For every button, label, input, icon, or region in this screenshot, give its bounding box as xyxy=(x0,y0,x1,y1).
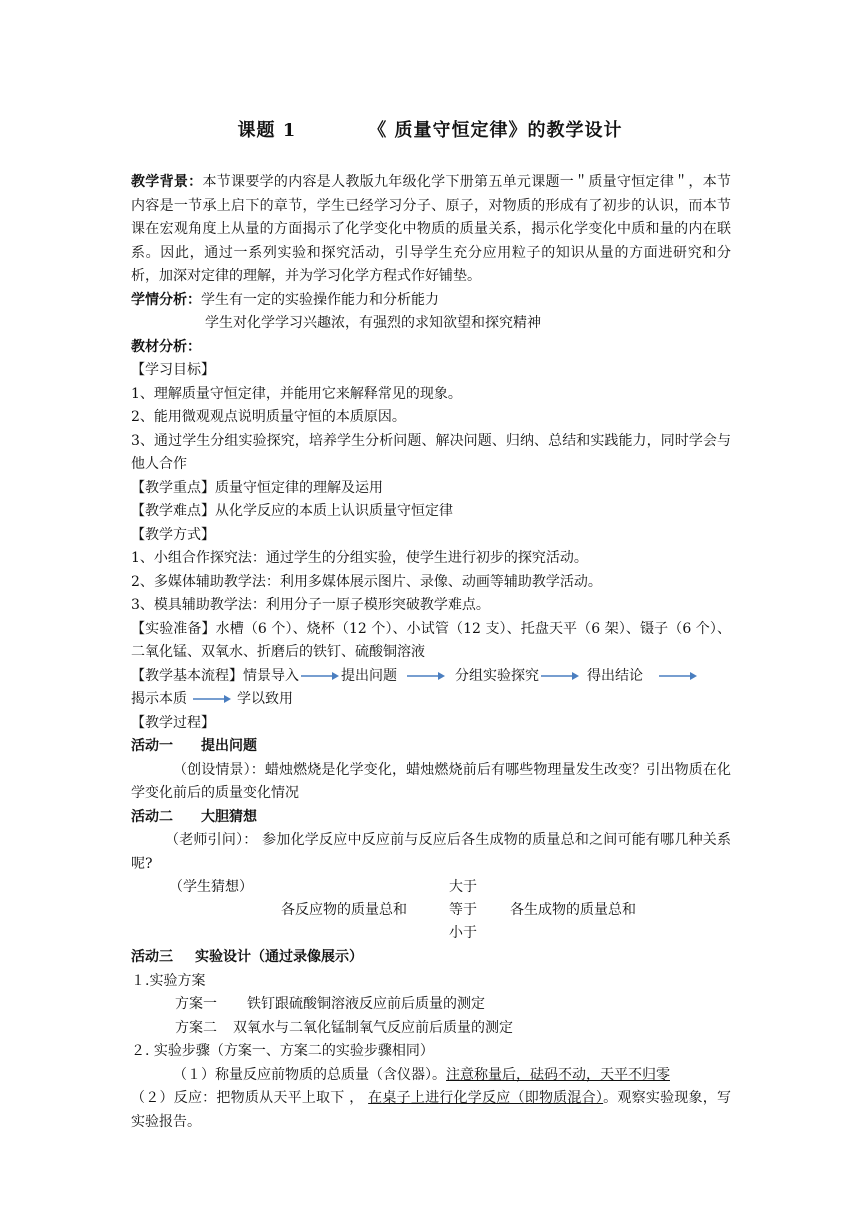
title-right: 《 质量守恒定律》的教学设计 xyxy=(368,120,623,141)
activity-2-heading xyxy=(131,806,731,830)
goal-2: 2、能用微观观点说明质量守恒的本质原因。 xyxy=(131,409,406,425)
activity-3-title: 实验设计（通过录像展示） xyxy=(195,949,363,965)
activity-3-heading xyxy=(131,946,731,970)
goal-3: 3、通过学生分组实验探究，培养学生分析问题、解决问题、归纳、总结和实践能力，同时学会与他人合作 xyxy=(131,432,731,472)
method-3: 3、模具辅助教学法：利用分子一原子模形突破教学难点。 xyxy=(131,597,490,613)
background-paragraph xyxy=(131,171,731,289)
step-2 xyxy=(131,1087,731,1134)
flow-line-2 xyxy=(131,688,731,712)
activity-2-title: 大胆猜想 xyxy=(201,808,257,825)
method-1: 1、小组合作探究法：通过学生的分组实验，使学生进行初步的探究活动。 xyxy=(131,550,588,566)
experiment-prep: 【实验准备】水槽（6 个）、烧杯（12 个）、小试管（12 支）、托盘天平（6 架）、镊子（6 个）、二氧化锰、双氧水、折磨后的铁钉、硫酸铜溶液 xyxy=(131,620,731,660)
plan-2-text: 双氧水与二氧化锰制氧气反应前后质量的测定 xyxy=(233,1019,513,1036)
plan-1-label: 方案一 xyxy=(175,996,217,1012)
guess-right: 各生成物的质量总和 xyxy=(510,902,636,918)
goal-header: 【学习目标】 xyxy=(131,362,215,378)
step-2-text: （２）反应：把物质从天平上取下 ， xyxy=(131,1090,369,1106)
flow-step-5: 揭示本质 xyxy=(131,691,187,707)
title-left: 课题 1 xyxy=(237,120,297,141)
plan-1 xyxy=(131,993,731,1017)
page-title xyxy=(0,116,860,142)
difficult-point: 【教学难点】从化学反应的本质上认识质量守恒定律 xyxy=(131,503,453,519)
step-1 xyxy=(131,1064,731,1088)
activity-1-label: 活动一 xyxy=(131,738,173,754)
goal-1: 1、理解质量守恒定律，并能用它来解释常见的现象。 xyxy=(131,385,462,402)
arrow-icon xyxy=(301,670,339,682)
activity-2-label: 活动二 xyxy=(131,808,173,825)
key-point: 【教学重点】质量守恒定律的理解及运用 xyxy=(131,479,383,496)
guess-greater: 大于 xyxy=(449,879,477,895)
student-analysis-label: 学情分析： xyxy=(131,291,201,308)
step-1-note: 注意称量后，砝码不动，天平不归零 xyxy=(446,1066,670,1083)
guess-less: 小于 xyxy=(449,925,477,941)
guess-block xyxy=(131,876,731,946)
activity-1-title: 提出问题 xyxy=(201,738,257,754)
student-analysis-1: 学生有一定的实验操作能力和分析能力 xyxy=(201,291,439,308)
student-analysis-line-1 xyxy=(131,289,731,313)
background-text: 本节课要学的内容是人教版九年级化学下册第五单元课题一＂质量守恒定律＂，本节内容是一节承上启下的章节，学生已经学习分子、原子，对物质的形成有了初步的认识，而本节课在宏观角度上从量的方面揭示了化学变化中物质的质量关系，揭示化学变化中质和量的内在联系。因此，通过一系列实验和探究活动，引导学生充分应用粒子的知识从量的方面进研究和分析，加深对定律的理解，并为学习化学方程式作好铺垫。 xyxy=(131,174,732,284)
document-body xyxy=(131,171,731,1134)
plan-2 xyxy=(131,1017,731,1041)
step-1-text: （１）称量反应前物质的总质量（含仪器）。 xyxy=(173,1066,446,1083)
step-2-tail: 。观察实验现象，写实验报告。 xyxy=(131,1090,732,1130)
plan-1-text: 铁钉跟硫酸铜溶液反应前后质量的测定 xyxy=(247,996,485,1012)
plan-2-label: 方案二 xyxy=(175,1019,217,1036)
method-header: 【教学方式】 xyxy=(131,526,215,543)
flow-step-3: 分组实验探究 xyxy=(455,667,539,684)
guess-label: （学生猜想） xyxy=(169,879,253,895)
flow-line-1 xyxy=(131,665,731,689)
guess-equal: 等于 xyxy=(449,902,477,918)
flow-step-6: 学以致用 xyxy=(237,691,293,707)
process-header: 【教学过程】 xyxy=(131,714,215,731)
flow-header: 【教学基本流程】 xyxy=(131,667,243,684)
arrow-icon xyxy=(407,670,445,682)
student-analysis-line-2 xyxy=(131,312,731,336)
activity-1-text: （创设情景）：蜡烛燃烧是化学变化，蜡烛燃烧前后有哪些物理量发生改变？引出物质在化学变化前后的质量变化情况 xyxy=(131,761,731,801)
arrow-icon xyxy=(659,670,697,682)
material-analysis-label: 教材分析： xyxy=(131,338,201,355)
arrow-icon xyxy=(541,670,579,682)
flow-step-1: 情景导入 xyxy=(243,667,299,684)
background-label: 教学背景： xyxy=(131,174,203,190)
step-2-note: 在桌子上进行化学反应（即物质混合） xyxy=(368,1090,604,1106)
activity-2-text: （老师引问）： 参加化学反应中反应前与反应后各生成物的质量总和之间可能有哪几种关系呢? xyxy=(131,832,731,872)
method-2: 2、多媒体辅助教学法：利用多媒体展示图片、录像、动画等辅助教学活动。 xyxy=(131,573,602,590)
steps-header: ２. 实验步骤（方案一、方案二的实验步骤相同） xyxy=(131,1043,434,1059)
activity-3-label: 活动三 xyxy=(131,949,173,965)
plan-header: １.实验方案 xyxy=(131,972,206,989)
flow-step-2: 提出问题 xyxy=(341,667,397,684)
guess-left: 各反应物的质量总和 xyxy=(281,902,407,918)
arrow-icon xyxy=(193,693,231,705)
flow-step-4: 得出结论 xyxy=(587,667,643,684)
activity-1-heading xyxy=(131,735,731,759)
student-analysis-2: 学生对化学学习兴趣浓，有强烈的求知欲望和探究精神 xyxy=(205,315,541,331)
